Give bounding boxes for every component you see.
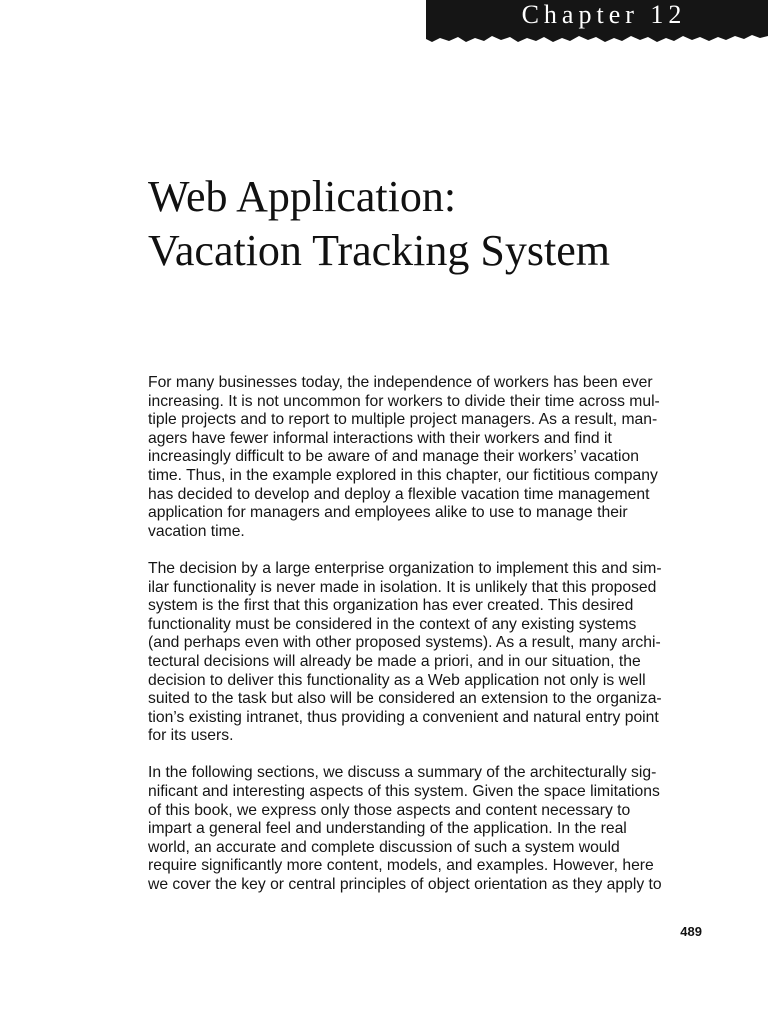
chapter-title-line: Vacation Tracking System xyxy=(148,226,610,275)
text-line: suited to the task but also will be considered an extension to the organiza- xyxy=(148,690,662,708)
text-line: increasing. It is not uncommon for workers to divide their time across mul- xyxy=(148,392,660,410)
chapter-label: Chapter 12 xyxy=(521,0,687,29)
text-line: world, an accurate and complete discussion of such a system would xyxy=(148,838,620,856)
text-line: has decided to develop and deploy a flexible vacation time management xyxy=(148,485,650,503)
paragraph xyxy=(148,374,708,541)
text-line: tectural decisions will already be made a priori, and in our situation, the xyxy=(148,652,641,670)
text-line: (and perhaps even with other proposed systems). As a result, many archi- xyxy=(148,634,661,652)
text-line: time. Thus, in the example explored in this chapter, our fictitious company xyxy=(148,466,658,484)
text-line: increasingly difficult to be aware of and manage their workers’ vacation xyxy=(148,448,639,466)
text-line: functionality must be considered in the context of any existing systems xyxy=(148,615,637,633)
text-line: ilar functionality is never made in isolation. It is unlikely that this proposed xyxy=(148,578,657,596)
text-line: The decision by a large enterprise organization to implement this and sim- xyxy=(148,559,662,577)
body-text xyxy=(148,374,708,913)
text-line: application for managers and employees alike to use to manage their xyxy=(148,504,628,522)
text-line: In the following sections, we discuss a summary of the architecturally sig- xyxy=(148,764,657,782)
text-line: for its users. xyxy=(148,727,234,745)
text-line: agers have fewer informal interactions with their workers and find it xyxy=(148,429,612,447)
text-line: tion’s existing intranet, thus providing a convenient and natural entry point xyxy=(148,708,659,726)
text-line: system is the first that this organization has ever created. This desired xyxy=(148,597,634,615)
chapter-title xyxy=(148,170,728,278)
text-line: we cover the key or central principles of object orientation as they apply to xyxy=(148,876,662,894)
text-line: impart a general feel and understanding of the application. In the real xyxy=(148,820,627,838)
text-line: For many businesses today, the independence of workers has been ever xyxy=(148,374,653,391)
text-line: of this book, we express only those aspects and content necessary to xyxy=(148,801,631,819)
chapter-title-line: Web Application: xyxy=(148,172,457,221)
text-line: decision to deliver this functionality as a Web application not only is well xyxy=(148,671,646,689)
paragraph xyxy=(148,560,708,746)
chapter-tab xyxy=(426,0,768,46)
text-line: nificant and interesting aspects of this system. Given the space limitations xyxy=(148,783,660,801)
text-line: tiple projects and to report to multiple project managers. As a result, man- xyxy=(148,411,658,429)
paragraph xyxy=(148,764,708,894)
text-line: vacation time. xyxy=(148,522,245,540)
page-number: 489 xyxy=(680,924,702,939)
text-line: require significantly more content, models, and examples. However, here xyxy=(148,857,654,875)
